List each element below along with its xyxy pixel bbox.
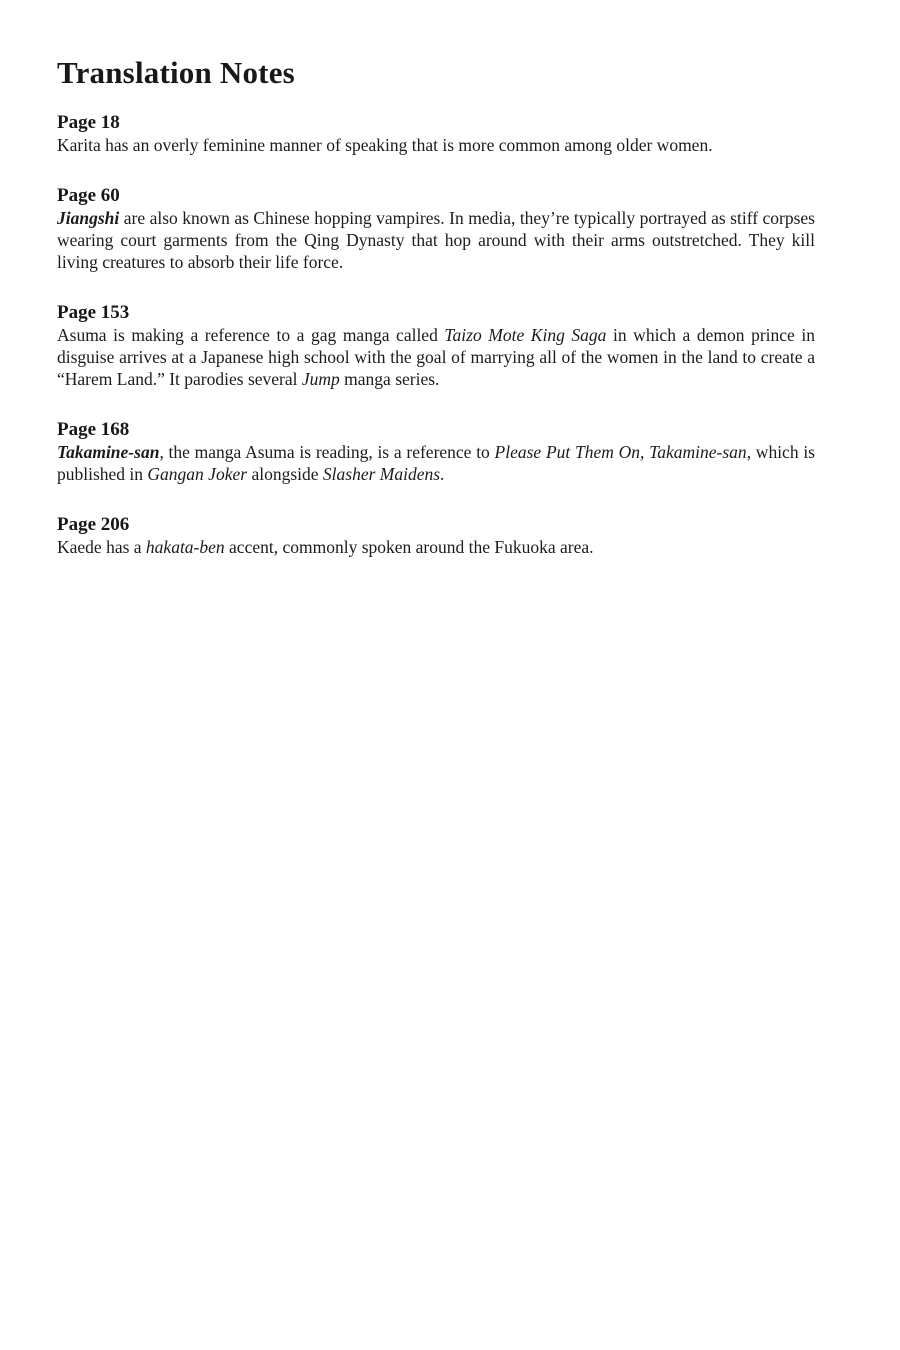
text-run: hakata-ben — [145, 537, 225, 557]
text-run: Asuma is making a reference to a gag manga called — [57, 325, 445, 345]
text-run: , the manga Asuma is reading, is a reference to — [159, 442, 495, 462]
translation-notes-page — [57, 56, 815, 558]
note-section — [57, 419, 815, 485]
note-section — [57, 302, 815, 390]
page-title: Translation Notes — [57, 55, 295, 90]
note-body — [57, 536, 815, 558]
text-run: Please Put Them On, Takamine-san — [494, 442, 747, 462]
text-run: , which is published in — [57, 442, 815, 484]
text-run: Gangan Joker — [147, 464, 248, 484]
text-run: Taizo Mote King Saga — [444, 325, 607, 345]
note-page-heading: Page 18 — [57, 112, 120, 133]
note-page-heading: Page 168 — [57, 419, 130, 440]
text-run: are also known as Chinese hopping vampires. In media, they’re typically portrayed as stiff corpses wearing court garments from the Qing Dynasty that hop around with their arms outstretched. They kill living creatures to absorb their life force. — [57, 208, 815, 272]
text-run: manga series. — [339, 369, 440, 389]
note-body — [57, 207, 815, 273]
note-page-heading: Page 206 — [57, 514, 130, 535]
text-run: Slasher Maidens — [322, 464, 441, 484]
text-run: . — [440, 464, 445, 484]
note-page-heading: Page 60 — [57, 185, 120, 206]
text-run: Jump — [301, 369, 340, 389]
note-section — [57, 514, 815, 558]
text-run: accent, commonly spoken around the Fukuoka area. — [224, 537, 594, 557]
text-run: Jiangshi — [57, 208, 120, 228]
text-run: alongside — [247, 464, 323, 484]
notes-list — [57, 112, 815, 558]
note-body — [57, 324, 815, 390]
text-run: Karita has an overly feminine manner of speaking that is more common among older women. — [57, 135, 713, 155]
note-body — [57, 134, 815, 156]
text-run: Kaede has a — [57, 537, 146, 557]
note-section — [57, 185, 815, 273]
note-page-heading: Page 153 — [57, 302, 130, 323]
text-run: Takamine-san — [57, 442, 160, 462]
text-run: in which a demon prince in disguise arrives at a Japanese high school with the goal of marrying all of the women in the land to create a “Harem Land.” It parodies several — [57, 325, 815, 389]
note-section — [57, 112, 815, 156]
note-body — [57, 441, 815, 485]
